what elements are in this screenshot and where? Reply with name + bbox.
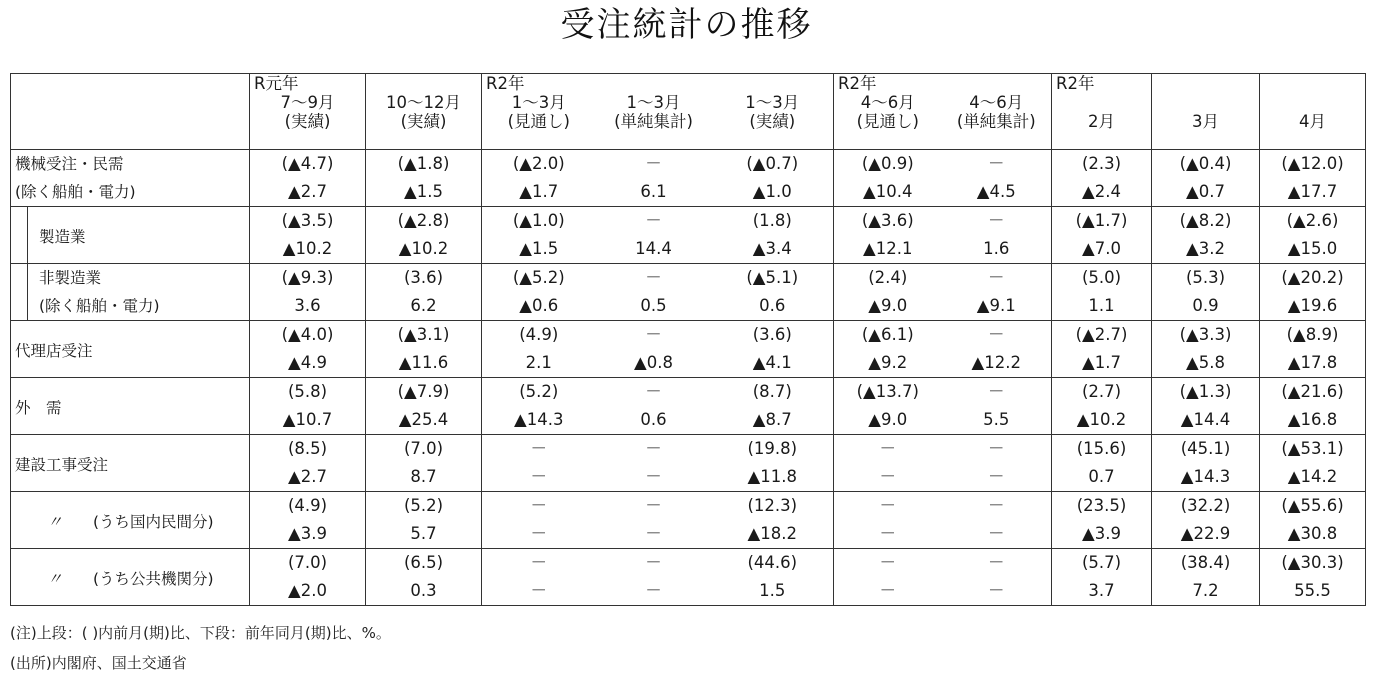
column-header-type: 4月: [1299, 112, 1326, 131]
cell-yoy-change: ▲14.4: [1152, 406, 1260, 435]
cell-period-change: (▲1.3): [1152, 378, 1260, 407]
column-header-type: 3月: [1192, 112, 1219, 131]
cell-yoy-change: ▲10.7: [250, 406, 366, 435]
cell-yoy-change: ▲9.2: [834, 349, 942, 378]
column-header-year: [942, 74, 1052, 93]
cell-yoy-change: 2.1: [482, 349, 596, 378]
cell-period-change: (▲0.7): [712, 150, 834, 179]
column-header-year: [1260, 74, 1365, 93]
row-label: [11, 321, 250, 378]
cell-period-change: (8.5): [250, 435, 366, 464]
column-header-year: R2年: [486, 74, 525, 93]
cell-period-change: (4.9): [482, 321, 596, 350]
cell-yoy-change: －: [942, 577, 1052, 606]
order-statistics-table: [10, 73, 1366, 606]
cell-yoy-change: 5.5: [942, 406, 1052, 435]
row-label-text: 製造業: [39, 228, 86, 246]
cell-yoy-change: －: [834, 463, 942, 492]
cell-period-change: (12.3): [712, 492, 834, 521]
cell-period-change: (44.6): [712, 549, 834, 578]
row-label: [11, 150, 250, 207]
cell-yoy-change: ▲0.7: [1152, 178, 1260, 207]
cell-yoy-change: ▲9.0: [834, 292, 942, 321]
cell-yoy-change: 6.1: [596, 178, 712, 207]
cell-yoy-change: ▲2.4: [1052, 178, 1152, 207]
cell-yoy-change: －: [596, 463, 712, 492]
cell-period-change: (45.1): [1152, 435, 1260, 464]
cell-period-change: －: [942, 207, 1052, 236]
cell-period-change: (▲3.1): [366, 321, 482, 350]
row-label-text: (うち国内民間分): [93, 513, 214, 531]
ditto-mark: 〃: [47, 513, 63, 531]
cell-yoy-change: ▲10.4: [834, 178, 942, 207]
cell-period-change: －: [942, 549, 1052, 578]
cell-yoy-change: 14.4: [596, 235, 712, 264]
cell-period-change: (▲53.1): [1260, 435, 1366, 464]
cell-yoy-change: ▲9.1: [942, 292, 1052, 321]
cell-period-change: －: [482, 549, 596, 578]
cell-yoy-change: ▲3.9: [250, 520, 366, 549]
cell-yoy-change: ▲17.7: [1260, 178, 1366, 207]
cell-yoy-change: 0.6: [596, 406, 712, 435]
indent-divider: [27, 206, 28, 264]
cell-period-change: －: [645, 268, 662, 287]
column-header-type: (見通し): [507, 112, 570, 131]
cell-yoy-change: ▲3.4: [712, 235, 834, 264]
cell-yoy-change: ▲3.2: [1152, 235, 1260, 264]
page-title: 受注統計の推移: [560, 5, 813, 45]
cell-period-change: (7.0): [366, 435, 482, 464]
cell-period-change: (3.6): [366, 264, 482, 293]
cell-yoy-change: ▲22.9: [1152, 520, 1260, 549]
cell-yoy-change: 1.5: [712, 577, 834, 606]
cell-yoy-change: 8.7: [366, 463, 482, 492]
cell-yoy-change: ▲30.8: [1260, 520, 1366, 549]
cell-yoy-change: ▲12.1: [834, 235, 942, 264]
cell-period-change: (23.5): [1052, 492, 1152, 521]
row-label-text: 機械受注・民需: [15, 155, 124, 173]
row-label: [11, 264, 250, 321]
footnote-source: (出所)内閣府、国土交通省: [10, 654, 187, 672]
cell-period-change: (▲2.8): [366, 207, 482, 236]
row-label-text: 非製造業: [39, 269, 102, 287]
cell-period-change: －: [645, 496, 662, 515]
cell-yoy-change: ▲2.7: [250, 463, 366, 492]
cell-yoy-change: 0.9: [1152, 292, 1260, 321]
cell-yoy-change: ▲1.5: [482, 235, 596, 264]
cell-yoy-change: －: [482, 577, 596, 606]
cell-yoy-change: 0.6: [712, 292, 834, 321]
cell-period-change: (7.0): [250, 549, 366, 578]
cell-yoy-change: 7.2: [1152, 577, 1260, 606]
cell-period-change: (5.2): [366, 492, 482, 521]
cell-yoy-change: 1.6: [942, 235, 1052, 264]
cell-yoy-change: ▲11.8: [712, 463, 834, 492]
cell-yoy-change: ▲15.0: [1260, 235, 1366, 264]
column-header: [942, 74, 1052, 150]
cell-yoy-change: ▲9.0: [834, 406, 942, 435]
column-header-period: [1052, 93, 1151, 112]
column-header: [250, 74, 366, 150]
row-label-text: 外 需: [15, 399, 62, 417]
column-header-type: 2月: [1088, 112, 1115, 131]
column-header-type: (実績): [284, 112, 331, 131]
cell-period-change: (▲0.4): [1152, 150, 1260, 179]
table-row-upper: [11, 492, 1366, 521]
cell-period-change: (▲2.0): [482, 150, 596, 179]
cell-yoy-change: ▲17.8: [1260, 349, 1366, 378]
cell-period-change: (▲6.1): [834, 321, 942, 350]
cell-period-change: (▲8.9): [1260, 321, 1366, 350]
cell-yoy-change: ▲5.8: [1152, 349, 1260, 378]
cell-yoy-change: 3.7: [1052, 577, 1152, 606]
column-header-period: 1～3月: [745, 93, 800, 112]
table-row-upper: [11, 378, 1366, 407]
cell-period-change: (2.4): [834, 264, 942, 293]
cell-period-change: －: [834, 435, 942, 464]
cell-period-change: －: [942, 321, 1052, 350]
cell-yoy-change: ▲18.2: [712, 520, 834, 549]
column-header-period: 10～12月: [386, 93, 461, 112]
row-label-text: (うち公共機関分): [93, 570, 214, 588]
indent-divider: [27, 263, 28, 321]
cell-yoy-change: 0.5: [596, 292, 712, 321]
cell-period-change: (▲9.3): [250, 264, 366, 293]
cell-period-change: (19.8): [712, 435, 834, 464]
cell-yoy-change: －: [482, 520, 596, 549]
cell-yoy-change: 0.3: [366, 577, 482, 606]
cell-yoy-change: 0.7: [1052, 463, 1152, 492]
row-label: [11, 207, 250, 264]
cell-yoy-change: ▲16.8: [1260, 406, 1366, 435]
cell-period-change: (32.2): [1152, 492, 1260, 521]
cell-period-change: －: [942, 492, 1052, 521]
cell-period-change: (4.9): [250, 492, 366, 521]
cell-period-change: (5.3): [1152, 264, 1260, 293]
cell-period-change: (▲20.2): [1260, 264, 1366, 293]
row-label: [11, 378, 250, 435]
column-header: [366, 74, 482, 150]
footnote-note: (注)上段：( )内前月(期)比、下段：前年同月(期)比、%。: [10, 624, 391, 642]
column-header-year: R2年: [1056, 74, 1095, 93]
cell-period-change: (15.6): [1052, 435, 1152, 464]
cell-period-change: (5.7): [1052, 549, 1152, 578]
cell-yoy-change: 3.6: [250, 292, 366, 321]
cell-yoy-change: －: [834, 577, 942, 606]
cell-yoy-change: ▲1.0: [712, 178, 834, 207]
cell-period-change: －: [942, 264, 1052, 293]
header-row: [11, 74, 1366, 150]
cell-yoy-change: 5.7: [366, 520, 482, 549]
row-label: [11, 435, 250, 492]
column-header: [834, 74, 942, 150]
cell-period-change: (2.7): [1052, 378, 1152, 407]
cell-period-change: (5.2): [482, 378, 596, 407]
cell-yoy-change: 6.2: [366, 292, 482, 321]
cell-period-change: －: [942, 435, 1052, 464]
cell-yoy-change: ▲2.0: [250, 577, 366, 606]
column-header-year: [596, 74, 712, 93]
cell-yoy-change: －: [482, 463, 596, 492]
cell-period-change: (▲21.6): [1260, 378, 1366, 407]
cell-yoy-change: ▲7.0: [1052, 235, 1152, 264]
column-header-period: [1260, 93, 1365, 112]
column-header-year: [712, 74, 834, 93]
column-header: [482, 74, 596, 150]
cell-yoy-change: ▲2.7: [250, 178, 366, 207]
cell-period-change: (▲55.6): [1260, 492, 1366, 521]
column-header-year: [1152, 74, 1259, 93]
cell-yoy-change: －: [942, 520, 1052, 549]
column-header-type: (見通し): [856, 112, 919, 131]
column-header: [1152, 74, 1260, 150]
cell-yoy-change: －: [834, 520, 942, 549]
cell-period-change: －: [834, 549, 942, 578]
cell-period-change: (▲1.0): [482, 207, 596, 236]
column-header-period: 1～3月: [511, 93, 566, 112]
column-header-period: 4～6月: [969, 93, 1024, 112]
cell-period-change: (▲4.0): [250, 321, 366, 350]
cell-period-change: (▲7.9): [366, 378, 482, 407]
column-header-year: R2年: [838, 74, 877, 93]
header-corner: [11, 74, 250, 150]
cell-period-change: (▲2.7): [1052, 321, 1152, 350]
cell-yoy-change: ▲4.9: [250, 349, 366, 378]
cell-yoy-change: ▲12.2: [942, 349, 1052, 378]
cell-period-change: (▲1.7): [1052, 207, 1152, 236]
cell-yoy-change: －: [596, 520, 712, 549]
cell-period-change: (5.8): [250, 378, 366, 407]
cell-period-change: －: [482, 435, 596, 464]
table-row-upper: [11, 207, 1366, 236]
column-header-type: (単純集計): [614, 112, 693, 131]
cell-yoy-change: ▲1.7: [1052, 349, 1152, 378]
cell-yoy-change: ▲1.7: [482, 178, 596, 207]
column-header-type: (単純集計): [956, 112, 1036, 131]
column-header-period: [1152, 93, 1259, 112]
cell-period-change: －: [942, 378, 1052, 407]
cell-period-change: －: [645, 553, 662, 572]
cell-period-change: (5.0): [1052, 264, 1152, 293]
row-label: [11, 549, 250, 606]
row-label: [11, 492, 250, 549]
cell-period-change: (3.6): [712, 321, 834, 350]
cell-yoy-change: ▲14.2: [1260, 463, 1366, 492]
cell-period-change: (▲8.2): [1152, 207, 1260, 236]
cell-period-change: －: [645, 154, 662, 173]
cell-yoy-change: 55.5: [1260, 577, 1366, 606]
column-header-period: 7～9月: [280, 93, 335, 112]
cell-period-change: (▲13.7): [834, 378, 942, 407]
row-label-subtext: (除く船舶・電力): [15, 183, 136, 201]
cell-period-change: (6.5): [366, 549, 482, 578]
cell-period-change: (1.8): [712, 207, 834, 236]
cell-period-change: －: [645, 439, 662, 458]
column-header-type: (実績): [400, 112, 447, 131]
cell-period-change: (▲3.5): [250, 207, 366, 236]
table-row-upper: [11, 264, 1366, 293]
cell-period-change: －: [834, 492, 942, 521]
cell-yoy-change: ▲14.3: [482, 406, 596, 435]
table-row-upper: [11, 549, 1366, 578]
cell-period-change: (▲5.1): [712, 264, 834, 293]
cell-period-change: (▲5.2): [482, 264, 596, 293]
column-header: [712, 74, 834, 150]
cell-yoy-change: －: [942, 463, 1052, 492]
cell-yoy-change: 1.1: [1052, 292, 1152, 321]
cell-yoy-change: ▲10.2: [366, 235, 482, 264]
column-header-type: (実績): [749, 112, 796, 131]
cell-yoy-change: ▲14.3: [1152, 463, 1260, 492]
column-header: [1260, 74, 1366, 150]
cell-period-change: (8.7): [712, 378, 834, 407]
cell-yoy-change: ▲25.4: [366, 406, 482, 435]
column-header-year: [366, 74, 481, 93]
cell-yoy-change: ▲10.2: [1052, 406, 1152, 435]
cell-yoy-change: ▲3.9: [1052, 520, 1152, 549]
row-label-text: 建設工事受注: [15, 456, 109, 474]
cell-yoy-change: ▲10.2: [250, 235, 366, 264]
cell-period-change: －: [645, 325, 662, 344]
column-header: [596, 74, 712, 150]
ditto-mark: 〃: [47, 570, 63, 588]
cell-period-change: －: [645, 382, 662, 401]
cell-period-change: －: [645, 211, 662, 230]
cell-yoy-change: －: [596, 577, 712, 606]
cell-period-change: (▲1.8): [366, 150, 482, 179]
cell-period-change: (▲0.9): [834, 150, 942, 179]
column-header: [1052, 74, 1152, 150]
cell-yoy-change: ▲0.8: [596, 349, 712, 378]
row-label-text: 代理店受注: [15, 342, 93, 360]
cell-period-change: (▲12.0): [1260, 150, 1366, 179]
cell-period-change: (2.3): [1052, 150, 1152, 179]
table-row-upper: [11, 321, 1366, 350]
cell-yoy-change: ▲8.7: [712, 406, 834, 435]
cell-yoy-change: ▲0.6: [482, 292, 596, 321]
cell-period-change: (▲4.7): [250, 150, 366, 179]
cell-yoy-change: ▲11.6: [366, 349, 482, 378]
cell-period-change: (▲2.6): [1260, 207, 1366, 236]
cell-yoy-change: ▲4.5: [942, 178, 1052, 207]
table-row-upper: [11, 435, 1366, 464]
cell-period-change: (▲3.6): [834, 207, 942, 236]
column-header-period: 4～6月: [860, 93, 915, 112]
cell-period-change: (▲30.3): [1260, 549, 1366, 578]
cell-yoy-change: ▲19.6: [1260, 292, 1366, 321]
column-header-year: R元年: [254, 74, 299, 93]
cell-yoy-change: ▲4.1: [712, 349, 834, 378]
table-row-upper: [11, 150, 1366, 179]
cell-yoy-change: ▲1.5: [366, 178, 482, 207]
cell-period-change: －: [482, 492, 596, 521]
column-header-period: 1～3月: [626, 93, 681, 112]
cell-period-change: (▲3.3): [1152, 321, 1260, 350]
row-label-subtext: (除く船舶・電力): [39, 297, 160, 315]
cell-period-change: (38.4): [1152, 549, 1260, 578]
cell-period-change: －: [942, 150, 1052, 179]
